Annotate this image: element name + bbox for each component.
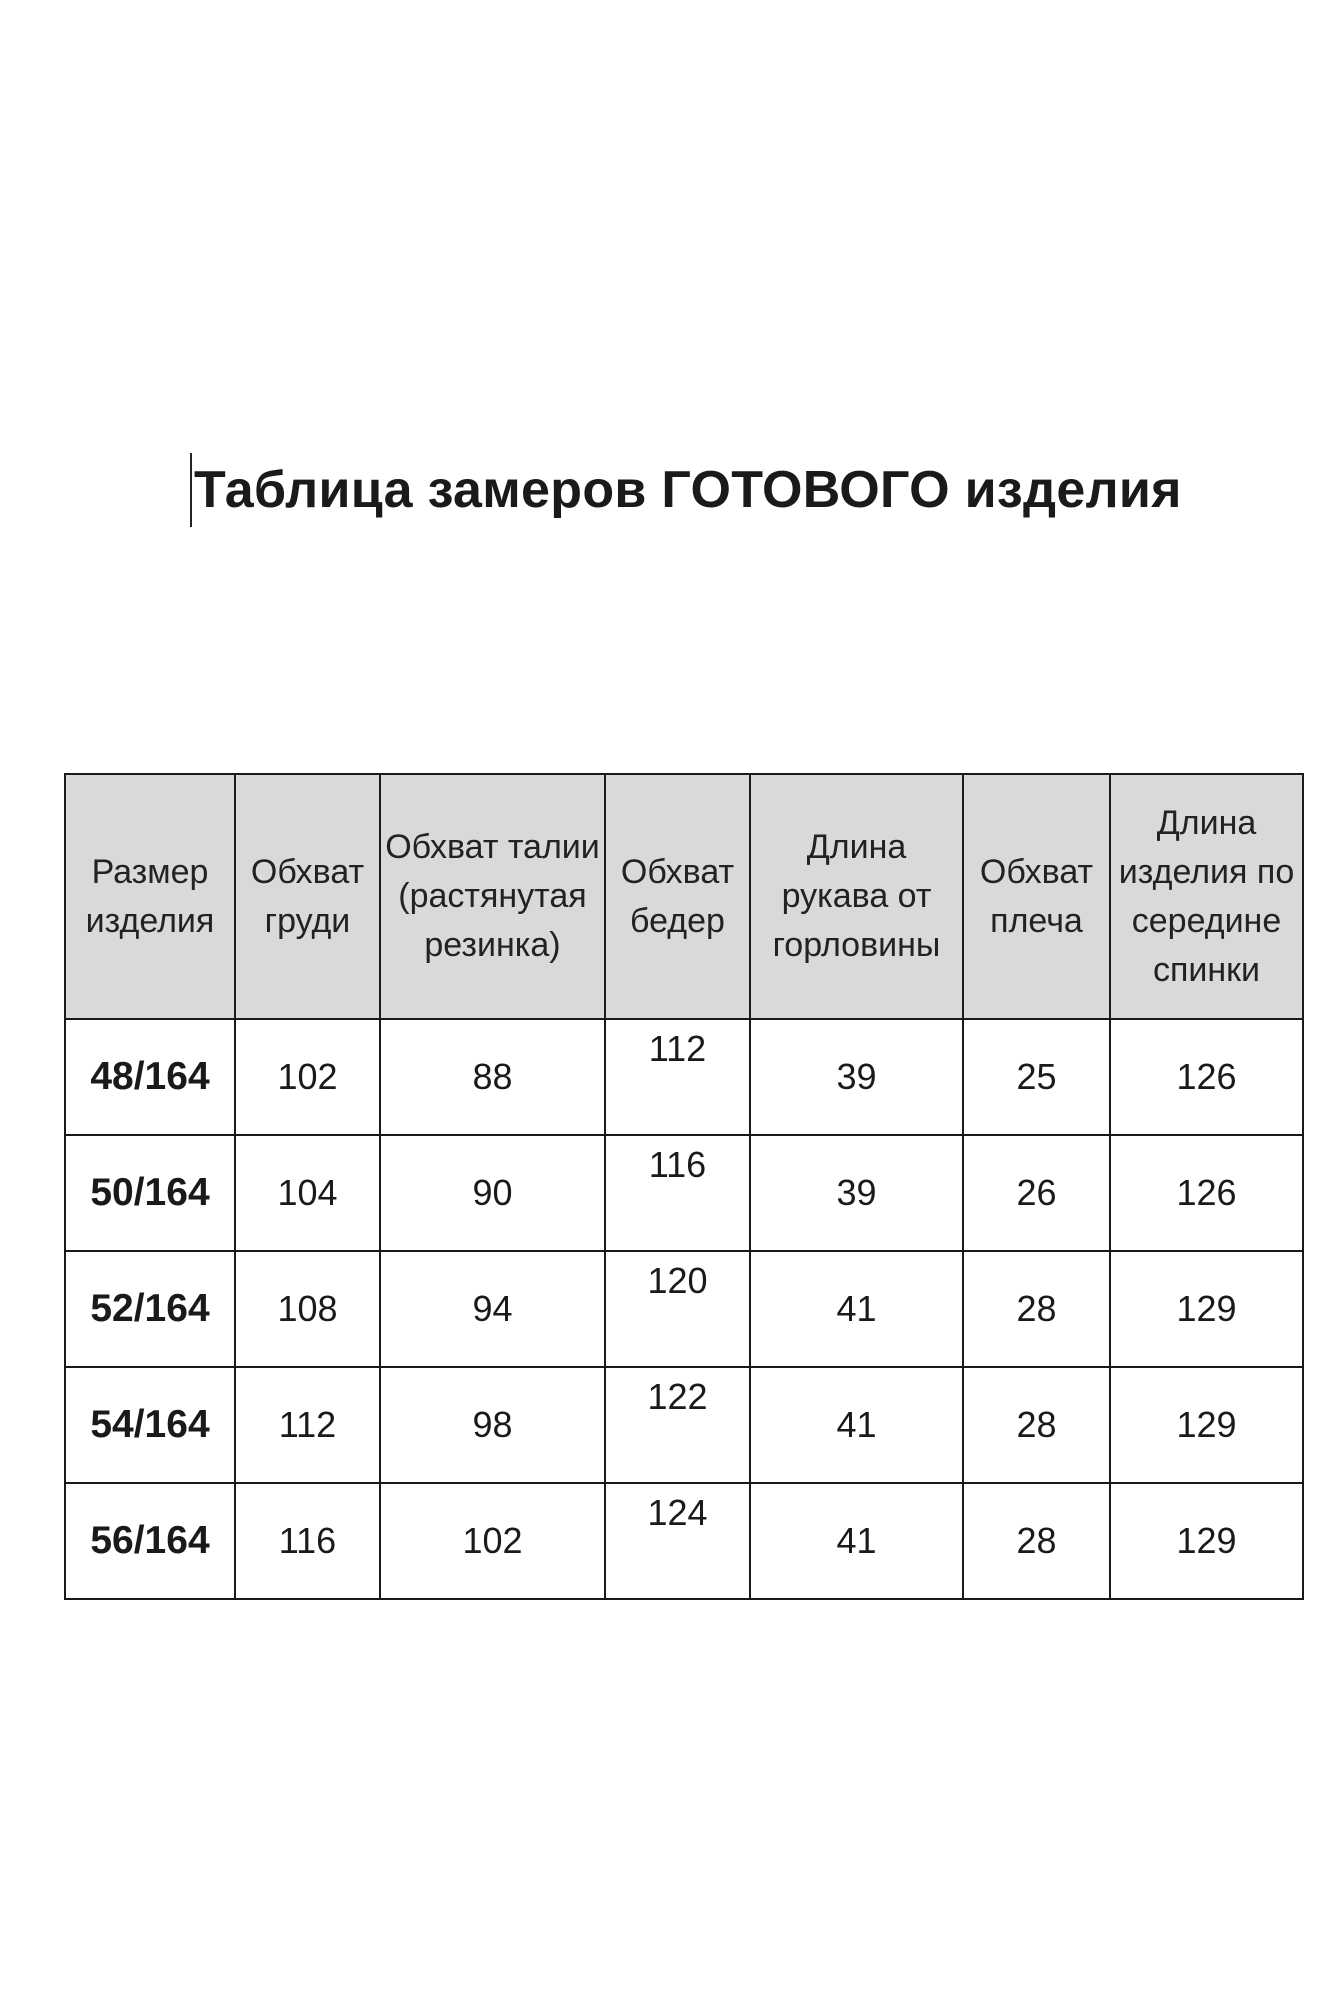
table-row [65,1483,1303,1599]
hips-cell: 122 [605,1367,750,1483]
sleeve-cell: 39 [750,1019,963,1135]
size-cell: 52/164 [65,1251,235,1367]
waist-cell: 88 [380,1019,605,1135]
chest-cell: 116 [235,1483,380,1599]
chest-cell: 112 [235,1367,380,1483]
text-cursor [190,453,192,527]
header-hips: Обхват бедер [605,774,750,1019]
shoulder-cell: 28 [963,1251,1110,1367]
shoulder-cell: 25 [963,1019,1110,1135]
size-cell: 48/164 [65,1019,235,1135]
length-cell: 126 [1110,1019,1303,1135]
table-row [65,1251,1303,1367]
sleeve-cell: 41 [750,1367,963,1483]
hips-cell: 116 [605,1135,750,1251]
length-cell: 129 [1110,1251,1303,1367]
waist-cell: 98 [380,1367,605,1483]
chest-cell: 104 [235,1135,380,1251]
shoulder-cell: 26 [963,1135,1110,1251]
length-cell: 126 [1110,1135,1303,1251]
sleeve-cell: 41 [750,1251,963,1367]
table-row [65,1135,1303,1251]
header-chest: Обхват груди [235,774,380,1019]
table-row [65,1019,1303,1135]
length-cell: 129 [1110,1483,1303,1599]
table-row [65,1367,1303,1483]
waist-cell: 102 [380,1483,605,1599]
shoulder-cell: 28 [963,1367,1110,1483]
page-title: Таблица замеров ГОТОВОГО изделия [194,461,1182,519]
header-length: Длина изделия по середине спинки [1110,774,1303,1019]
chest-cell: 108 [235,1251,380,1367]
size-cell: 50/164 [65,1135,235,1251]
table-header-row [65,774,1303,1019]
length-cell: 129 [1110,1367,1303,1483]
waist-cell: 90 [380,1135,605,1251]
shoulder-cell: 28 [963,1483,1110,1599]
chest-cell: 102 [235,1019,380,1135]
hips-cell: 124 [605,1483,750,1599]
sleeve-cell: 41 [750,1483,963,1599]
header-size: Размер изделия [65,774,235,1019]
hips-cell: 112 [605,1019,750,1135]
header-waist: Обхват талии (растянутая резинка) [380,774,605,1019]
header-shoulder: Обхват плеча [963,774,1110,1019]
header-sleeve: Длина рукава от горловины [750,774,963,1019]
waist-cell: 94 [380,1251,605,1367]
size-cell: 56/164 [65,1483,235,1599]
hips-cell: 120 [605,1251,750,1367]
size-cell: 54/164 [65,1367,235,1483]
title-block [190,450,1182,530]
sleeve-cell: 39 [750,1135,963,1251]
size-table [64,773,1304,1600]
